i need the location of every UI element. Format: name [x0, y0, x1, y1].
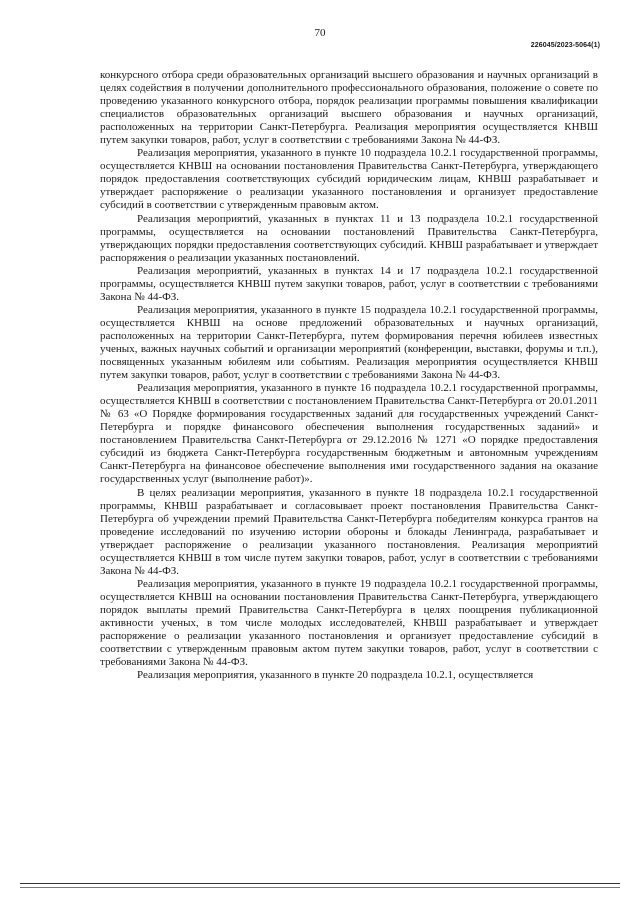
- paragraph: Реализация мероприятий, указанных в пунктах 14 и 17 подраздела 10.2.1 государственной программы, осуществляется КНВШ путем закупки товаров, работ, услуг в соответствии с требованиями Закона № 44-ФЗ.: [100, 264, 598, 303]
- paragraph: Реализация мероприятия, указанного в пункте 16 подраздела 10.2.1 государственной программы, осуществляется КНВШ в соответствии с постановлением Правительства Санкт-Петербурга от 20.01.2011 № 63 «О Порядке формирования государственных заданий для государственных учреждений Санкт-Петербурга и порядке финансового обеспечения выполнения государственных заданий» и постановлением Правительства Санкт-Петербурга от 29.12.2016 № 1271 «О порядке предоставления субсидий из бюджета Санкт-Петербурга государственным бюджетным и автономным учреждениям Санкт-Петербурга на финансовое обеспечение выполнения ими государственного задания на оказание государственных услуг (выполнение работ)».: [100, 382, 598, 486]
- document-id: 226045/2023-5064(1): [530, 42, 600, 49]
- paragraph: Реализация мероприятия, указанного в пункте 19 подраздела 10.2.1 государственной программы, осуществляется КНВШ на основании постановления Правительства Санкт-Петербурга, утверждающего порядок выплаты премий Правительства Санкт-Петербурга в целях поощрения публикационной активности ученых, в том числе молодых исследователей, КНВШ разрабатывает и утверждает распоряжение о реализации указанного постановления и организует предоставление субсидий в соответствии с утвержденным правовым актом путем закупки товаров, работ, услуг в соответствии с требованиями Закона № 44-ФЗ.: [100, 577, 598, 669]
- scan-edge-line: [20, 887, 620, 888]
- paragraph: Реализация мероприятия, указанного в пункте 15 подраздела 10.2.1 государственной программы, осуществляется КНВШ на основе предложений образовательных и научных организаций, расположенных на территории Санкт-Петербурга, путем формирования перечня юбилеев известных ученых, важных научных событий и организации мероприятий (конференции, выставки, форумы и т.п.), посвященных указанным юбилеям или событиям. Реализация мероприятия осуществляется КНВШ путем закупки товаров, работ, услуг в соответствии с требованиями Закона № 44-ФЗ.: [100, 303, 598, 382]
- paragraph: Реализация мероприятия, указанного в пункте 20 подраздела 10.2.1, осуществляется: [137, 669, 534, 682]
- scan-edge-line: [20, 883, 620, 884]
- paragraph: конкурсного отбора среди образовательных организаций высшего образования и научных организаций в целях содействия в получении дополнительного профессионального образования, положение о совете по проведению указанного конкурсного отбора, порядок реализации программы повышения квалификации специалистов образовательных организаций высшего образования и научных организаций, расположенных на территории Санкт-Петербурга. Реализация мероприятия осуществляется КНВШ путем закупки товаров, работ, услуг в соответствии с требованиями Закона № 44-ФЗ.: [100, 69, 598, 147]
- document-body: [100, 69, 598, 682]
- page-number: 70: [314, 27, 326, 39]
- paragraph: Реализация мероприятия, указанного в пункте 10 подраздела 10.2.1 государственной программы, осуществляется КНВШ на основании постановления Правительства Санкт-Петербурга, утверждающего порядок предоставления соответствующих субсидий юридическим лицам, КНВШ разрабатывает и утверждает распоряжение о реализации указанного постановления и организует предоставление субсидий в соответствии с утвержденным правовым актом.: [100, 147, 598, 212]
- paragraph: В целях реализации мероприятия, указанного в пункте 18 подраздела 10.2.1 государственной программы, КНВШ разрабатывает и согласовывает проект постановления Правительства Санкт-Петербурга об учреждении премий Правительства Санкт-Петербурга победителям конкурса грантов на проведение исследований по изучению истории обороны и блокады Ленинграда, разрабатывает и утверждает распоряжение о реализации указанного постановления. Реализация мероприятий осуществляется КНВШ в том числе путем закупки товаров, работ, услуг в соответствии с требованиями Закона № 44-ФЗ.: [100, 486, 598, 577]
- paragraph: Реализация мероприятий, указанных в пунктах 11 и 13 подраздела 10.2.1 государственной программы, осуществляется на основании постановлений Правительства Санкт-Петербурга, утверждающих порядки предоставления соответствующих субсидий. КНВШ разрабатывает и утверждает распоряжения о реализации указанных постановлений.: [100, 212, 598, 264]
